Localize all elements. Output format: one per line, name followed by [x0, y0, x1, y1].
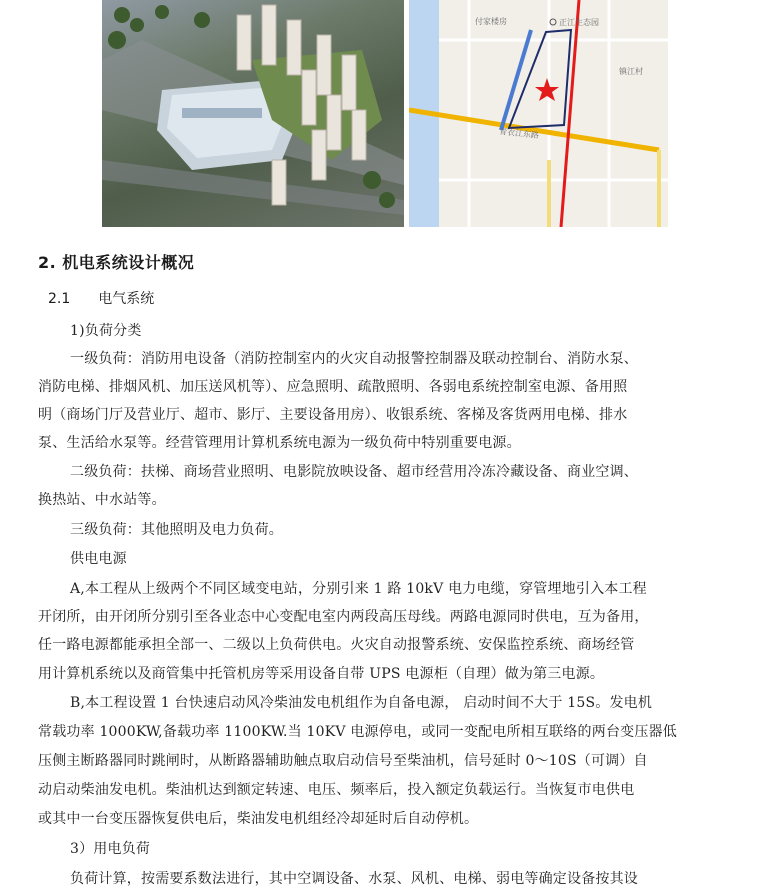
aerial-rendering-image — [102, 0, 404, 227]
text-line: 供电电源 — [70, 551, 127, 567]
text-line: 消防电梯、排烟风机、加压送风机等）、应急照明、疏散照明、各弱电系统控制室电源、备用照 — [38, 379, 628, 395]
location-map — [409, 0, 668, 227]
text-line: 三级负荷：其他照明及电力负荷。 — [70, 522, 283, 538]
text-line: 泵、生活给水泵等。经营管理用计算机系统电源为一级负荷中特别重要电源。 — [38, 435, 521, 451]
text-line: 用计算机系统以及商管集中托管机房等采用设备自带 UPS 电源柜（自理）做为第三电源。 — [38, 666, 605, 682]
text-line: 压侧主断路器同时跳闸时，从断路器辅助触点取启动信号至柴油机，信号延时 0～10S（可调）自 — [38, 753, 648, 769]
map-label-road: 青衣江东路 — [498, 126, 540, 141]
text-line: 开闭所，由开闭所分别引至各业态中心变配电室内两段高压母线。两路电源同时供电，互为备用， — [38, 609, 649, 625]
text-line: 任一路电源都能承担全部一、二级以上负荷供电。火灾自动报警系统、安保监控系统、商场经管 — [38, 637, 635, 653]
text-line: A,本工程从上级两个不同区域变电站，分别引来 1 路 10kV 电力电缆，穿管埋地引入本工程 — [70, 581, 647, 597]
text-line: 动启动柴油发电机。柴油机达到额定转速、电压、频率后，投入额定负载运行。当恢复市电供电 — [38, 782, 635, 798]
map-label-village: 镇江村 — [619, 67, 643, 76]
text-line: 3）用电负荷 — [70, 841, 151, 857]
location-map-graphic — [409, 0, 668, 227]
map-label-fujiafang: 付家楼房 — [475, 17, 507, 26]
subsection-title: 电气系统 — [98, 291, 155, 307]
text-line: 二级负荷：扶梯、商场营业照明、电影院放映设备、超市经营用冷冻冷藏设备、商业空调、 — [70, 464, 638, 480]
text-line: 一级负荷：消防用电设备（消防控制室内的火灾自动报警控制器及联动控制台、消防水泵、 — [70, 351, 638, 367]
text-line: B,本工程设置 1 台快速启动风冷柴油发电机组作为自备电源， 启动时间不大于 15S。发电机 — [70, 695, 653, 711]
text-line: 常载功率 1000KW,备载功率 1100KW.当 10KV 电源停电，或同一变配电所相互联络的两台变压器低 — [38, 724, 677, 740]
text-line: 负荷计算，按需要系数法进行，其中空调设备、水泵、风机、电梯、弱电等确定设备按其设 — [70, 871, 638, 887]
subsection-heading — [48, 288, 154, 308]
section-heading: 2. 机电系统设计概况 — [38, 253, 195, 272]
text-line: 明（商场门厅及营业厅、超市、影厅、主要设备用房）、收银系统、客梯及客货两用电梯、排水 — [38, 407, 628, 423]
map-label-poi: 正江生态园 — [559, 18, 599, 27]
subsection-number: 2.1 — [48, 291, 71, 307]
text-line: 换热站、中水站等。 — [38, 492, 166, 508]
aerial-rendering-graphic — [102, 0, 404, 227]
text-line: 1)负荷分类 — [70, 323, 142, 339]
text-line: 或其中一台变压器恢复供电后，柴油发电机组经冷却延时后自动停机。 — [38, 811, 479, 827]
